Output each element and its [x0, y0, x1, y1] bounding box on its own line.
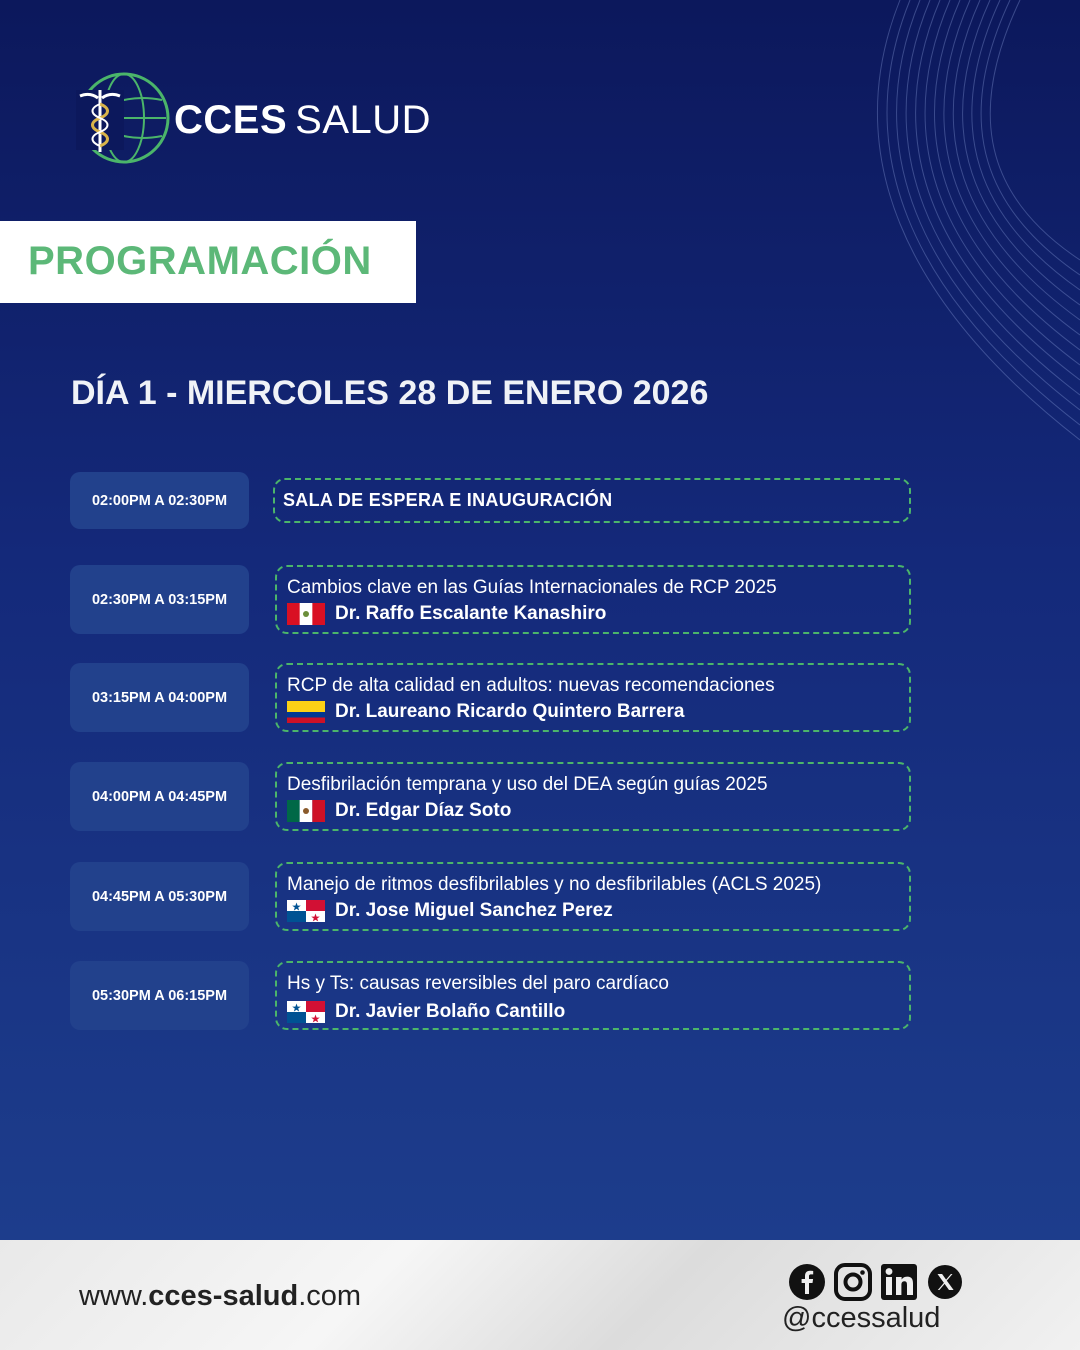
caduceus-globe-icon	[76, 70, 172, 166]
footer	[0, 1240, 1080, 1350]
website-suffix: .com	[298, 1280, 362, 1312]
section-title-box	[0, 221, 416, 303]
instagram-icon[interactable]	[834, 1263, 872, 1301]
website-domain: cces-salud	[148, 1280, 299, 1312]
section-title: PROGRAMACIÓN	[28, 239, 372, 283]
brand-logo	[76, 70, 436, 170]
website-link[interactable]	[79, 1280, 361, 1313]
mexico-flag-icon	[287, 800, 325, 822]
session-card	[275, 961, 911, 1030]
linkedin-icon[interactable]	[880, 1263, 918, 1301]
facebook-icon[interactable]	[788, 1263, 826, 1301]
brand-wordmark	[174, 96, 431, 144]
speaker-name: Dr. Edgar Díaz Soto	[335, 800, 512, 821]
time-slot: 02:00PM A 02:30PM	[70, 472, 249, 529]
website-prefix: www.	[79, 1280, 149, 1312]
session-card	[273, 478, 911, 523]
speaker-row	[287, 700, 685, 724]
session-title: SALA DE ESPERA E INAUGURACIÓN	[283, 490, 613, 510]
time-slot: 05:30PM A 06:15PM	[70, 961, 249, 1030]
decorative-waves	[780, 0, 1080, 460]
session-topic: Hs y Ts: causas reversibles del paro cardíaco	[287, 973, 669, 994]
panama-flag-icon	[287, 1001, 325, 1023]
session-card	[275, 663, 911, 732]
session-topic: Cambios clave en las Guías Internacionales de RCP 2025	[287, 577, 777, 598]
session-topic: RCP de alta calidad en adultos: nuevas recomendaciones	[287, 675, 775, 696]
session-topic: Manejo de ritmos desfibrilables y no desfibrilables (ACLS 2025)	[287, 874, 822, 895]
speaker-row	[287, 899, 613, 923]
speaker-row	[287, 799, 511, 823]
peru-flag-icon	[287, 603, 325, 625]
social-links	[788, 1262, 972, 1302]
x-icon[interactable]	[926, 1263, 964, 1301]
session-card	[275, 565, 911, 634]
brand-name-light: SALUD	[295, 98, 432, 142]
panama-flag-icon	[287, 900, 325, 922]
colombia-flag-icon	[287, 701, 325, 723]
session-card	[275, 762, 911, 831]
speaker-row	[287, 602, 606, 626]
time-slot: 03:15PM A 04:00PM	[70, 663, 249, 732]
day-title: DÍA 1 - MIERCOLES 28 DE ENERO 2026	[71, 374, 709, 412]
speaker-name: Dr. Raffo Escalante Kanashiro	[335, 603, 607, 624]
time-slot: 02:30PM A 03:15PM	[70, 565, 249, 634]
speaker-name: Dr. Laureano Ricardo Quintero Barrera	[335, 701, 685, 722]
session-topic: Desfibrilación temprana y uso del DEA según guías 2025	[287, 774, 768, 795]
session-card	[275, 862, 911, 931]
speaker-name: Dr. Javier Bolaño Cantillo	[335, 1001, 566, 1022]
speaker-row	[287, 1000, 565, 1024]
time-slot: 04:00PM A 04:45PM	[70, 762, 249, 831]
speaker-name: Dr. Jose Miguel Sanchez Perez	[335, 900, 613, 921]
social-handle: @ccessalud	[782, 1302, 941, 1334]
brand-name-bold: CCES	[174, 98, 288, 142]
time-slot: 04:45PM A 05:30PM	[70, 862, 249, 931]
